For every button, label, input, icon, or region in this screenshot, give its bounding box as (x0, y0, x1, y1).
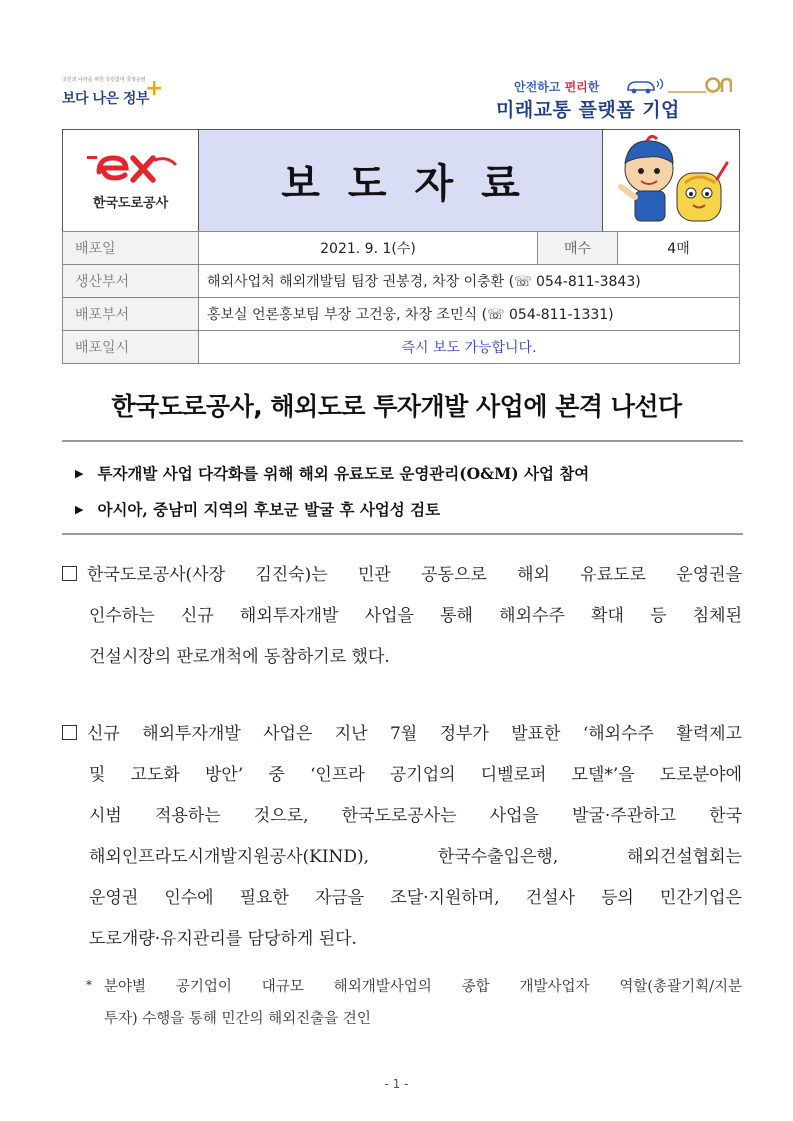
paragraph-line: 해외인프라도시개발지원공사(KIND), 한국수출입은행, 해외건설협회는 (89, 847, 742, 867)
brand-slogan-sub: 안전하고 편리한 (514, 80, 600, 94)
info-value: 홍보실 언론홍보팀 부장 고건웅, 차장 조민식 (☏ 054-811-1331) (199, 298, 740, 331)
info-label: 생산부서 (63, 265, 199, 298)
paragraph (62, 555, 742, 678)
gov-logo-plus-icon: + (145, 76, 164, 101)
paragraph-line: 및 고도화 방안’ 중 ‘인프라 공기업의 디벨로퍼 모델*’을 도로분야에 (89, 765, 742, 785)
paragraph-line: 운영권 인수에 필요한 자금을 조달·지원하며, 건설사 등의 민간기업은 (89, 888, 742, 908)
info-table (62, 231, 740, 364)
page-number: - 1 - (384, 1077, 409, 1091)
summary-list (75, 455, 735, 527)
summary-item (75, 455, 735, 491)
footnote (86, 968, 742, 1036)
org-logo-cell (63, 130, 199, 232)
paragraph-line: 시범 적용하는 것으로, 한국도로공사는 사업을 발굴·주관하고 한국 (89, 806, 742, 826)
mascot-illustration (611, 133, 731, 229)
header-table (62, 129, 740, 232)
brand-slogan-main: 미래교통 플랫폼 기업 (496, 99, 680, 121)
info-value: 2021. 9. 1(수) (199, 232, 538, 265)
sheets-value: 4매 (618, 232, 740, 265)
info-row (63, 232, 740, 265)
info-row (63, 298, 740, 331)
release-notice: 즉시 보도 가능합니다. (199, 331, 740, 364)
paragraph (62, 714, 742, 960)
divider (62, 440, 743, 442)
paragraph-line: 인수하는 신규 해외투자개발 사업을 통해 해외수주 확대 등 침체된 (89, 606, 742, 626)
summary-text: 아시아, 중남미 지역의 후보군 발굴 후 사업성 검토 (97, 500, 441, 519)
headline: 한국도로공사, 해외도로 투자개발 사업에 본격 나선다 (111, 392, 682, 421)
info-row (63, 265, 740, 298)
triangle-bullet-icon: ▶ (75, 502, 84, 516)
ex-logo-icon (81, 148, 181, 188)
footnote-line: 투자) 수행을 통해 민간의 해외진출을 견인 (104, 1011, 371, 1027)
summary-item (75, 491, 735, 527)
divider (62, 533, 743, 535)
checkbox-bullet-icon (62, 566, 77, 581)
mascot-cell (603, 130, 740, 232)
paragraph-line: 신규 해외투자개발 사업은 지난 7월 정부가 발표한 ‘해외수주 활력제고 (62, 714, 742, 755)
paragraph-line: 건설시장의 판로개척에 동참하기로 했다. (89, 647, 390, 667)
car-logo-icon (624, 74, 732, 96)
footnote-line: * 분야별 공기업이 대규모 해외개발사업의 종합 개발사업자 역할(총괄기획/지분 (86, 968, 742, 1002)
info-label: 배포일시 (63, 331, 199, 364)
gov-logo-name: 보다 나은 정부 (62, 91, 149, 107)
paragraph-line: 한국도로공사(사장 김진숙)는 민관 공동으로 해외 유료도로 운영권을 (62, 555, 742, 596)
gov-logo-tagline: 국민과 나라를 위한 국민참여 국정운영 (62, 77, 146, 83)
triangle-bullet-icon: ▶ (75, 466, 84, 480)
paragraph-line: 도로개량·유지관리를 담당하게 된다. (89, 929, 357, 949)
info-value: 해외사업처 해외개발팀 팀장 권봉경, 차장 이충환 (☏ 054-811-3843) (199, 265, 740, 298)
info-label: 배포일 (63, 232, 199, 265)
brand-slogan (496, 74, 731, 122)
info-label: 배포부서 (63, 298, 199, 331)
info-row (63, 331, 740, 364)
checkbox-bullet-icon (62, 725, 77, 740)
page-title: 보도자료 (199, 130, 603, 232)
summary-text: 투자개발 사업 다각화를 위해 해외 유료도로 운영관리(O&M) 사업 참여 (97, 464, 590, 483)
sheets-label: 매수 (538, 232, 618, 265)
footnote-marker: * (86, 978, 92, 992)
org-logo-text: 한국도로공사 (92, 196, 169, 211)
